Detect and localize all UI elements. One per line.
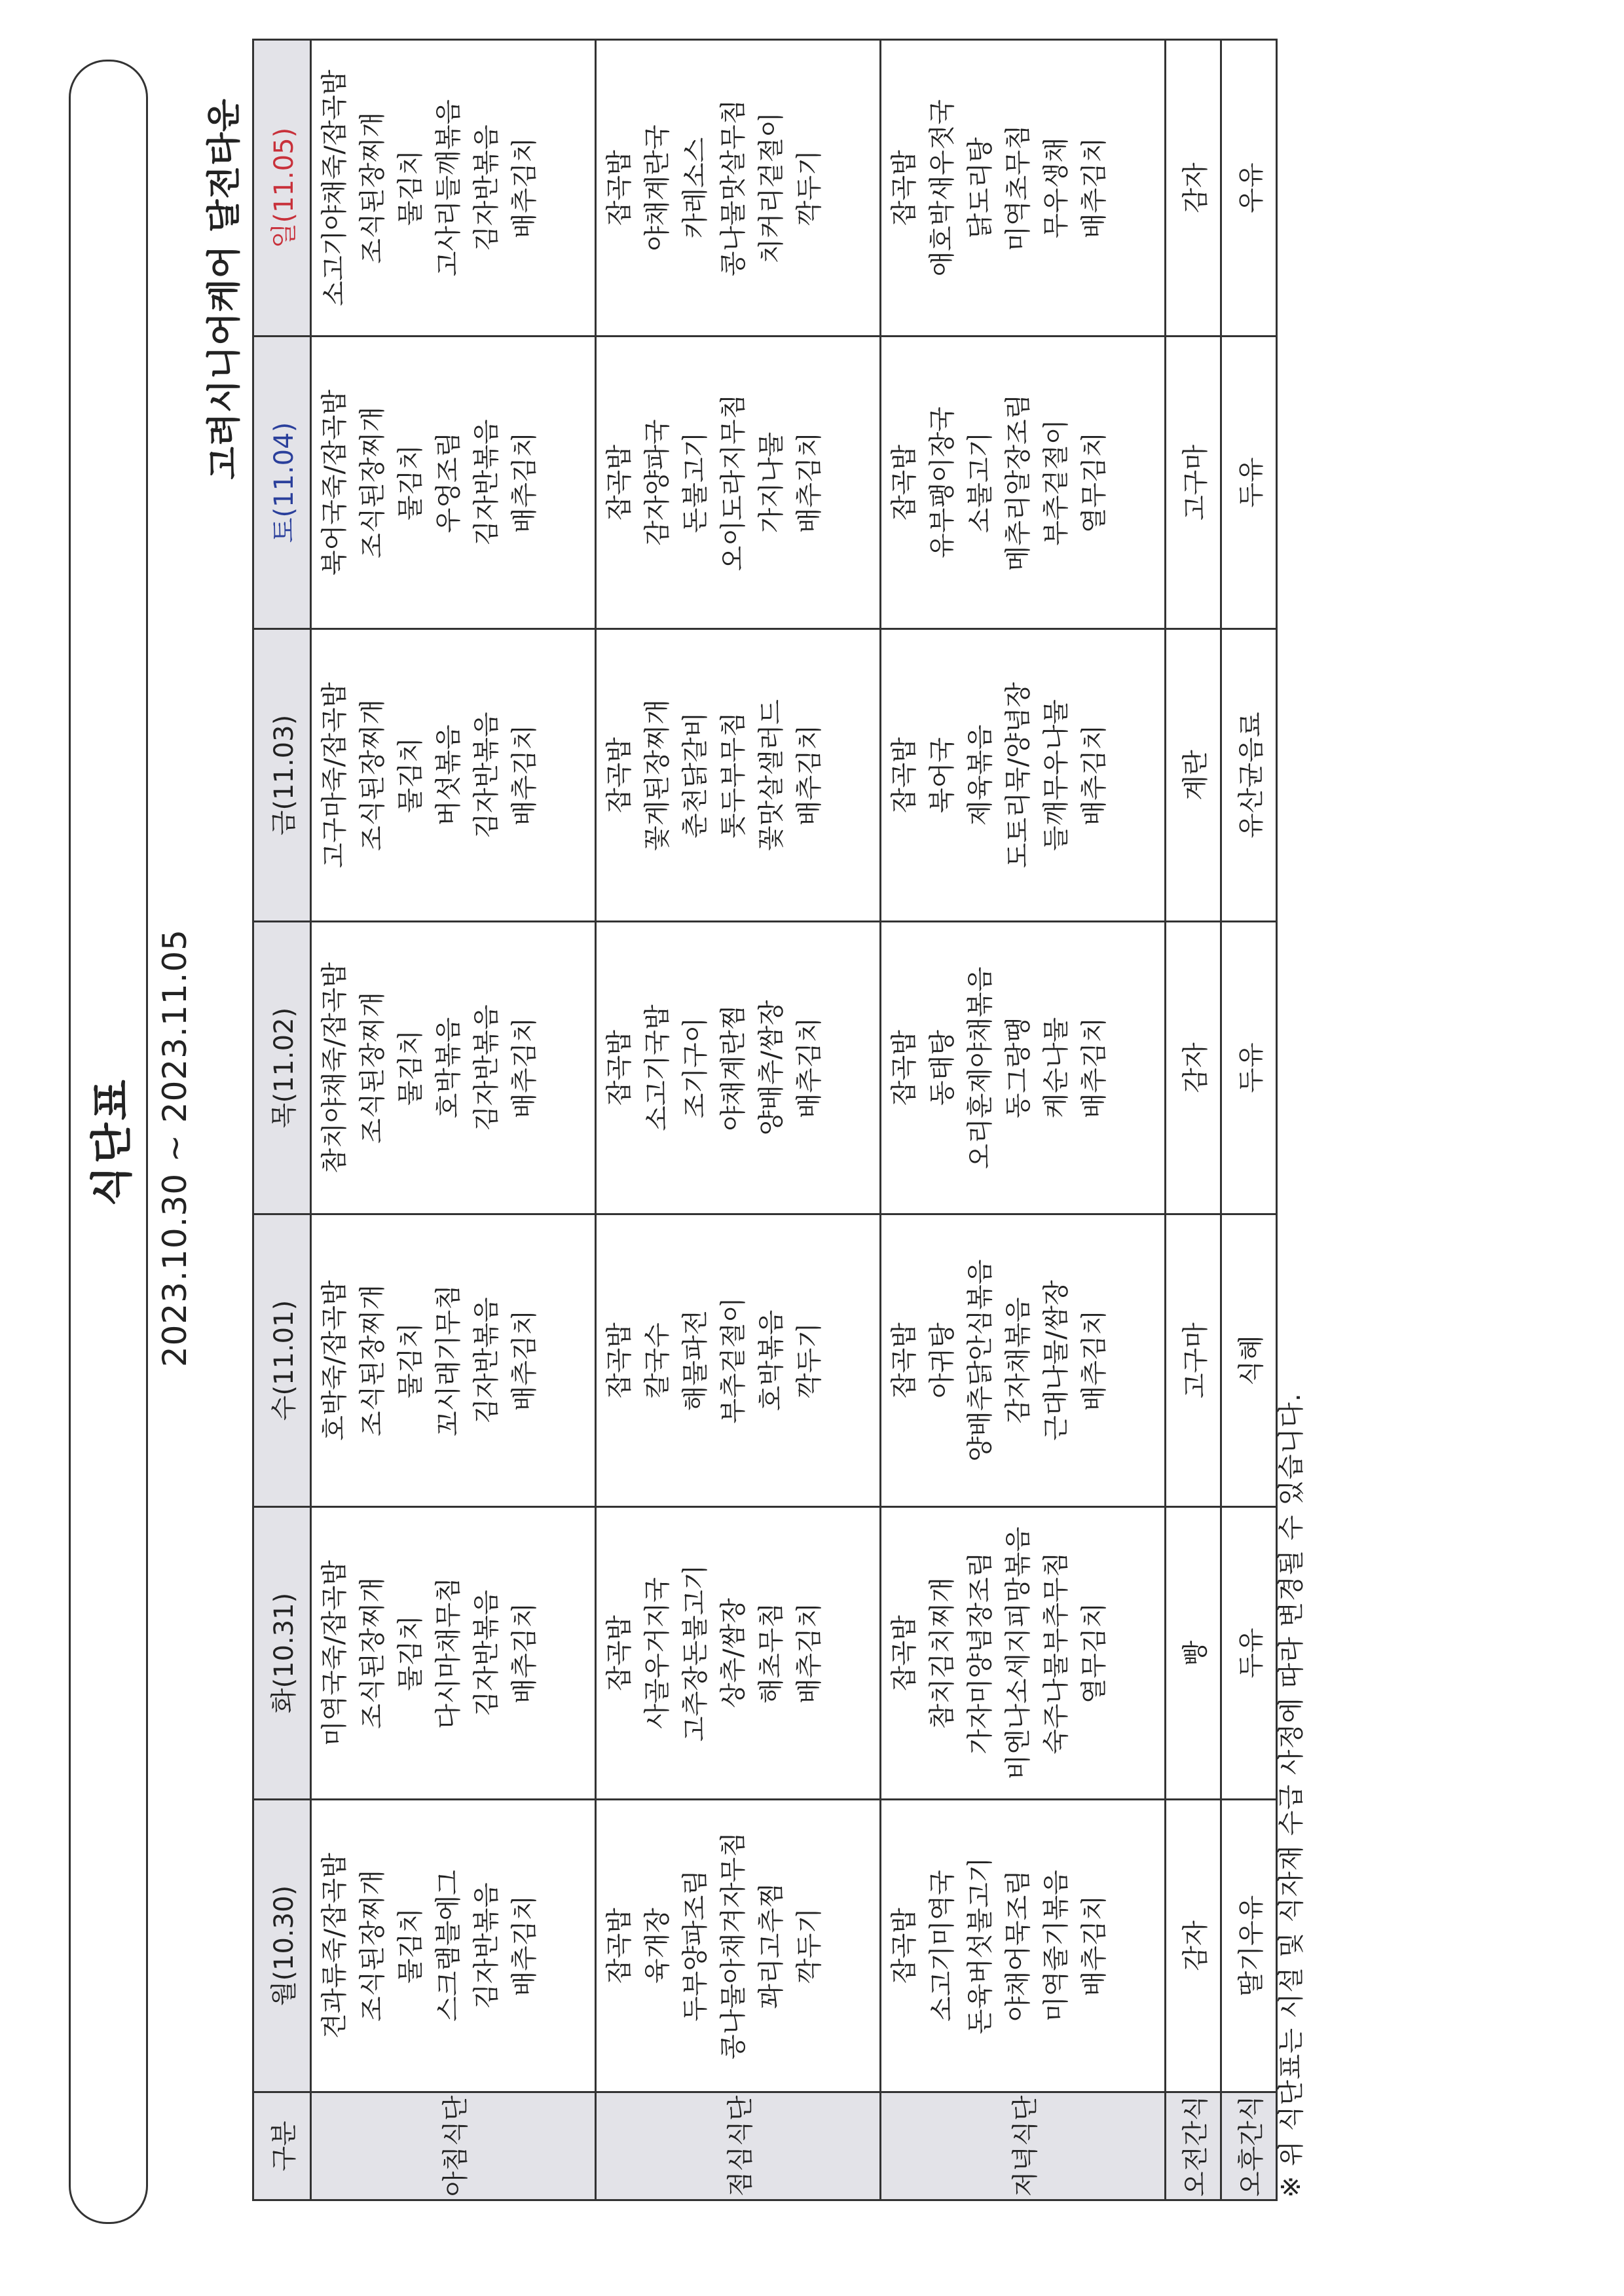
snack-cell: 두유: [1221, 337, 1277, 629]
menu-item: 유부팽이장국: [927, 407, 957, 558]
snack-cell: 계란: [1166, 629, 1221, 922]
menu-item: 콩나물맛살무침: [718, 99, 748, 277]
menu-item: 치커리겉절이: [756, 112, 786, 264]
menu-item: 우엉조림: [434, 431, 464, 534]
menu-item: 조식된장찌개: [358, 1285, 388, 1436]
menu-item: 배추김치: [1079, 1017, 1109, 1119]
menu-item: 조식된장찌개: [358, 699, 388, 851]
menu-item: 물김치: [396, 1322, 426, 1398]
menu-item: 물김치: [396, 1908, 426, 1984]
menu-item: 돈불고기: [680, 431, 710, 534]
menu-item: 꽃게된장찌개: [642, 699, 673, 851]
menu-item: 배추김치: [794, 1017, 824, 1119]
menu-item: 버섯볶음: [434, 724, 464, 826]
menu-item: 소고기국밥: [642, 1004, 673, 1131]
day-header: 월(10.30): [253, 1800, 311, 2092]
menu-item: 다시마채무침: [434, 1577, 464, 1729]
menu-item: 제육볶음: [965, 724, 995, 826]
menu-item: 꽈리고추찜: [756, 1882, 786, 2009]
menu-item: 견과류죽/잡곡밥: [320, 1853, 350, 2039]
menu-item: 소고기야채죽/잡곡밥: [320, 69, 350, 306]
menu-item: 돈육버섯불고기: [965, 1857, 995, 2035]
menu-item: 배추김치: [1079, 1309, 1109, 1412]
menu-item: 배추김치: [509, 1602, 540, 1704]
menu-item: 비엔나소세지피망볶음: [1003, 1526, 1033, 1780]
page-title: 식단표: [88, 1077, 137, 1207]
snack-cell: 두유: [1221, 922, 1277, 1214]
menu-item: 콩나물아채겨자무침: [718, 1832, 748, 2060]
menu-item: 잡곡밥: [889, 1615, 919, 1691]
day-header-row: [253, 40, 311, 2200]
snack-row: [1221, 40, 1277, 2200]
menu-item: 김자반볶음: [471, 124, 502, 251]
menu-cell: [596, 1214, 881, 1507]
menu-item: 칼국수: [642, 1322, 673, 1398]
day-header-saturday: 토(11.04): [253, 337, 311, 629]
menu-cell: [881, 1800, 1166, 2092]
title-frame: [69, 60, 148, 2224]
snack-cell: 딸기우유: [1221, 1800, 1277, 2092]
menu-item: 소고기미역국: [927, 1870, 957, 2022]
snack-cell: 감자: [1166, 922, 1221, 1214]
menu-item: 톳두부무침: [718, 712, 748, 839]
snack-cell: 고구마: [1166, 1214, 1221, 1507]
menu-item: 열무김치: [1079, 431, 1109, 534]
snack-label: 오후간식: [1221, 2092, 1277, 2200]
menu-item: 참치야채죽/잡곡밥: [320, 962, 350, 1174]
menu-item: 김자반볶음: [471, 712, 502, 839]
menu-item: 육개장: [642, 1908, 673, 1984]
snack-cell: 두유: [1221, 1507, 1277, 1800]
menu-item: 도토리묵/양념장: [1003, 682, 1033, 868]
menu-cell: [311, 922, 596, 1214]
menu-item: 김자반볶음: [471, 419, 502, 546]
menu-item: 동그랑땡: [1003, 1017, 1033, 1119]
menu-item: 깍두기: [794, 150, 824, 226]
menu-cell: [311, 629, 596, 922]
menu-item: 배추김치: [509, 137, 540, 239]
menu-item: 김자반볶음: [471, 1004, 502, 1131]
snack-cell: 고구마: [1166, 337, 1221, 629]
menu-item: 카레소스: [680, 137, 710, 239]
menu-item: 양배추/쌈장: [756, 1000, 786, 1136]
menu-item: 잡곡밥: [604, 1322, 635, 1398]
menu-item: 배추김치: [1079, 137, 1109, 239]
menu-item: 고구마죽/잡곡밥: [320, 682, 350, 868]
menu-item: 해물파전: [680, 1309, 710, 1412]
menu-period: 2023.10.30 ~ 2023.11.05: [156, 928, 194, 1368]
menu-item: 야채계란찜: [718, 1004, 748, 1131]
menu-item: 배추김치: [509, 1895, 540, 1997]
menu-item: 춘천닭갈비: [680, 712, 710, 839]
meal-label: 점심식단: [596, 2092, 881, 2200]
menu-cell: [881, 629, 1166, 922]
menu-item: 꼬시래기무침: [434, 1285, 464, 1436]
menu-item: 들깨무우나물: [1041, 699, 1071, 851]
menu-cell: [881, 40, 1166, 337]
menu-item: 두부양파조림: [680, 1870, 710, 2022]
menu-item: 잡곡밥: [889, 150, 919, 226]
menu-item: 호박죽/잡곡밥: [320, 1280, 350, 1441]
menu-item: 케순나물: [1041, 1017, 1071, 1119]
day-header: 화(10.31): [253, 1507, 311, 1800]
menu-item: 미역초무침: [1003, 124, 1033, 251]
menu-item: 조식된장찌개: [358, 112, 388, 264]
menu-item: 배추김치: [794, 1602, 824, 1704]
day-header: 금(11.03): [253, 629, 311, 922]
menu-item: 조식된장찌개: [358, 992, 388, 1144]
menu-item: 김자반볶음: [471, 1590, 502, 1717]
menu-cell: [596, 1800, 881, 2092]
day-header-sunday: 일(11.05): [253, 40, 311, 337]
day-header: 수(11.01): [253, 1214, 311, 1507]
menu-item: 잡곡밥: [889, 1030, 919, 1106]
menu-item: 배추김치: [1079, 1895, 1109, 1997]
menu-item: 잡곡밥: [889, 737, 919, 813]
menu-item: 배추김치: [509, 724, 540, 826]
menu-item: 김자반볶음: [471, 1297, 502, 1424]
snack-cell: 식혜: [1221, 1214, 1277, 1507]
menu-item: 가자미양념장조림: [965, 1552, 995, 1755]
corner-label: 구분: [253, 2092, 311, 2200]
menu-item: 오이도라지무침: [718, 393, 748, 572]
facility-name: 고려시니어케어 달전타운: [205, 98, 244, 480]
menu-item: 잡곡밥: [889, 1908, 919, 1984]
menu-cell: [596, 629, 881, 922]
menu-cell: [596, 40, 881, 337]
menu-item: 북어국죽/잡곡밥: [320, 390, 350, 575]
menu-item: 조식된장찌개: [358, 1870, 388, 2022]
menu-item: 사골우거지국: [642, 1577, 673, 1729]
menu-item: 애호박새우젓국: [927, 99, 957, 277]
menu-item: 소불고기: [965, 431, 995, 534]
menu-item: 미역줄기볶음: [1041, 1870, 1071, 2022]
menu-cell: [311, 1800, 596, 2092]
meal-label: 아침식단: [311, 2092, 596, 2200]
menu-item: 부추겉절이: [1041, 419, 1071, 546]
menu-item: 조기구이: [680, 1017, 710, 1119]
menu-cell: [596, 337, 881, 629]
menu-item: 고사리들깨볶음: [434, 99, 464, 277]
menu-item: 근대나물/쌈장: [1041, 1280, 1071, 1441]
menu-item: 동태탕: [927, 1030, 957, 1106]
menu-item: 잡곡밥: [604, 1030, 635, 1106]
menu-cell: [311, 1507, 596, 1800]
menu-item: 아귀탕: [927, 1322, 957, 1398]
menu-item: 오리훈제야채볶음: [965, 966, 995, 1169]
menu-item: 호박볶음: [756, 1309, 786, 1412]
menu-item: 잡곡밥: [604, 1908, 635, 1984]
menu-item: 부추겉절이: [718, 1297, 748, 1424]
menu-item: 상추/쌈장: [718, 1597, 748, 1709]
menu-item: 야채어묵조림: [1003, 1870, 1033, 2022]
menu-item: 잡곡밥: [604, 1615, 635, 1691]
menu-cell: [311, 337, 596, 629]
footnote: ※ 위 식단표는 시설 및 식자재 수급 사정에 따라 변경될 수 있습니다.: [1276, 1393, 1306, 2198]
menu-item: 참치김치찌개: [927, 1577, 957, 1729]
menu-item: 미역국죽/잡곡밥: [320, 1560, 350, 1746]
snack-label: 오전간식: [1166, 2092, 1221, 2200]
menu-cell: [311, 1214, 596, 1507]
menu-item: 북어국: [927, 737, 957, 813]
menu-item: 김자반볶음: [471, 1882, 502, 2009]
snack-cell: 감자: [1166, 40, 1221, 337]
menu-item: 해초무침: [756, 1602, 786, 1704]
menu-item: 배추김치: [794, 724, 824, 826]
menu-item: 야채계란국: [642, 124, 673, 251]
meal-body: [311, 40, 1277, 2200]
menu-item: 가지나물: [756, 431, 786, 534]
menu-item: 잡곡밥: [604, 150, 635, 226]
menu-item: 양배추닭안심볶음: [965, 1259, 995, 1462]
menu-item: 배추김치: [794, 431, 824, 534]
meal-row: [596, 40, 881, 2200]
menu-cell: [596, 922, 881, 1214]
menu-item: 고추장돈불고기: [680, 1564, 710, 1742]
snack-cell: 유산균음료: [1221, 629, 1277, 922]
menu-cell: [881, 922, 1166, 1214]
menu-item: 물김치: [396, 1030, 426, 1106]
menu-item: 닭도리탕: [965, 137, 995, 239]
menu-item: 꽃맛살샐러드: [756, 699, 786, 851]
menu-item: 깍두기: [794, 1322, 824, 1398]
meal-row: [881, 40, 1166, 2200]
menu-cell: [596, 1507, 881, 1800]
menu-cell: [881, 1214, 1166, 1507]
snack-cell: 빵: [1166, 1507, 1221, 1800]
menu-cell: [881, 337, 1166, 629]
menu-item: 호박볶음: [434, 1017, 464, 1119]
snack-cell: 우유: [1221, 40, 1277, 337]
menu-item: 잡곡밥: [889, 1322, 919, 1398]
menu-item: 조식된장찌개: [358, 407, 388, 558]
menu-item: 열무김치: [1079, 1602, 1109, 1704]
menu-item: 잡곡밥: [604, 445, 635, 520]
menu-item: 배추김치: [509, 1017, 540, 1119]
snack-row: [1166, 40, 1221, 2200]
menu-item: 물김치: [396, 1615, 426, 1691]
snack-cell: 감자: [1166, 1800, 1221, 2092]
menu-item: 물김치: [396, 445, 426, 520]
menu-cell: [311, 40, 596, 337]
day-header: 목(11.02): [253, 922, 311, 1214]
menu-item: 조식된장찌개: [358, 1577, 388, 1729]
menu-item: 숙주나물부추무침: [1041, 1552, 1071, 1755]
menu-item: 잡곡밥: [889, 445, 919, 520]
meal-row: [311, 40, 596, 2200]
menu-item: 감자양파국: [642, 419, 673, 546]
menu-item: 깍두기: [794, 1908, 824, 1984]
menu-item: 배추김치: [509, 1309, 540, 1412]
menu-item: 무우생채: [1041, 137, 1071, 239]
menu-item: 물김치: [396, 737, 426, 813]
menu-item: 잡곡밥: [604, 737, 635, 813]
menu-item: 배추김치: [1079, 724, 1109, 826]
menu-item: 감자채볶음: [1003, 1297, 1033, 1424]
menu-item: 물김치: [396, 150, 426, 226]
menu-cell: [881, 1507, 1166, 1800]
menu-item: 메추리알장조림: [1003, 393, 1033, 572]
menu-item: 스크램블에그: [434, 1870, 464, 2022]
menu-table: [252, 39, 1278, 2201]
meal-label: 저녁식단: [881, 2092, 1166, 2200]
menu-item: 배추김치: [509, 431, 540, 534]
